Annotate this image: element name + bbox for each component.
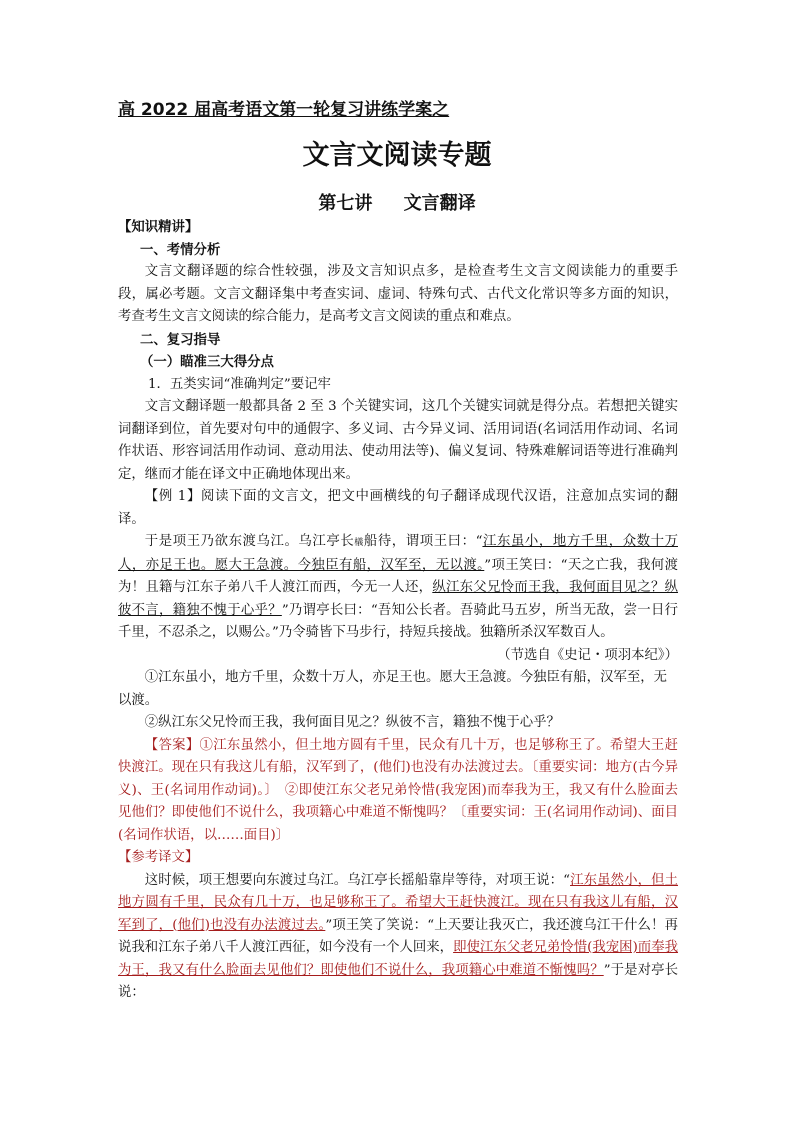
heading-exam-analysis: 一、考情分析	[140, 241, 221, 258]
series-header: 高 2022 届高考语文第一轮复习讲练学案之	[118, 100, 450, 120]
lecture-subtitle: 第七讲 文言翻译	[318, 193, 476, 214]
example-prompt: 【例 1】阅读下面的文言文，把文中画横线的句子翻译成现代汉语，注意加点实词的翻译。	[118, 489, 678, 527]
underlined-sentence-1: 江东虽小，地方千里，众数十万人，亦足王也。愿大王急渡。今独臣有船，汉军至，无以渡。	[118, 534, 678, 573]
underlined-sentence-2: 纵江东父兄怜而王我，我何面目见之？纵彼不言，籍独不愧于心乎？	[118, 580, 679, 618]
translation-underlined-2: 即使江东父老兄弟怜惜(我宠困)而奉我为王，我又有什么脸面去见他们？即使他们不说什么，我项籍心中难道不惭愧吗？	[118, 940, 679, 978]
translation-text: ”项王笑了笑说：“上天要让我灭亡，我还渡乌江干什么！再说我和江东子弟八千人渡江西征，如今没有一个人回来，	[118, 917, 678, 955]
translation-text: 这时候，项王想要向东渡过乌江。乌江亭长摇船靠岸等待，对项王说：“	[144, 872, 571, 888]
answer-block	[118, 735, 678, 848]
page-title: 文言文阅读专题	[302, 140, 492, 171]
passage-text: 于是项王乃欲东渡乌江。乌江亭长	[144, 534, 355, 549]
paragraph-exam-analysis: 文言文翻译题的综合性较强，涉及文言知识点多，是检查考生文言文阅读能力的重要手段，属必考题。文言文翻译集中考查实词、虚词、特殊句式、古代文化常识等多方面的知识，考查考生文言文阅读的综合能力，是高考文言文阅读的重点和难点。	[118, 264, 678, 324]
document-body	[118, 216, 678, 1005]
passage-text: 船待，谓项王曰：“	[363, 534, 483, 549]
passage-text: ”项王笑曰：“天之亡我，我何渡为！且籍与江东子弟八千人渡江而西，今无一人还，	[118, 557, 678, 595]
question-2: ②纵江东父兄怜而王我，我何面目见之？纵彼不言，籍独不愧于心乎？	[144, 715, 560, 730]
heading-review-guide: 二、复习指导	[140, 331, 221, 348]
passage-annotation-char: 檥	[354, 538, 364, 548]
heading-three-points: （一）瞄准三大得分点	[140, 354, 274, 370]
heading-five-word-types: 1．五类实词“准确判定”要记牢	[148, 376, 331, 392]
answer-label: 【答案】	[144, 737, 200, 753]
paragraph-guide: 文言文翻译题一般都具备 2 至 3 个关键实词，这几个关键实词就是得分点。若想把关键实词翻译到位，首先要对句中的通假字、多义词、古今异义词、活用词语(名词活用作动词、名词作状语、形容词活用作动词、意动用法、使动用法等)、偏义复词、特殊难解词语等进行准确判定，继而才能在译文中正确地体现出来。	[118, 399, 678, 482]
passage-text: ”乃谓亭长曰：“吾知公长者。吾骑此马五岁，所当无敌，尝一日行千里，不忍杀之，以赐公。”乃令骑皆下马步行，持短兵接战。独籍所杀汉军数百人。	[118, 602, 678, 640]
translation-text: ”于是对亭长说：	[118, 962, 678, 1000]
section-knowledge-heading: 【知识精讲】	[118, 219, 199, 235]
reference-translation	[118, 870, 678, 1005]
translation-underlined-1: 江东虽然小，但土地方圆有千里，民众有几十万，也足够称王了。希望大王赶快渡江。现在只有我这儿有船，汉军到了，(他们)也没有办法渡过去。	[118, 872, 679, 933]
passage-source: （节选自《史记・项羽本纪》）	[497, 647, 678, 663]
reference-translation-label: 【参考译文】	[118, 850, 199, 865]
question-1: ①江东虽小，地方千里，众数十万人，亦足王也。愿大王急渡。今独臣有船，汉军至，无以渡。	[118, 670, 668, 708]
classical-passage	[118, 531, 678, 645]
answer-text: ①江东虽然小，但土地方圆有千里，民众有几十万，也足够称王了。希望大王赶快渡江。现在只有我这儿有船，汉军到了，(他们)也没有办法渡过去。〔重要实词：地方(古今异义)、王(名词用作动词)。〕 ②即使江东父老兄弟怜惜(我宠困)而奉我为王，我又有什么脸面去见他们？即使他们不说什么，我项籍心中难道不惭愧吗？〔重要实词：王(名词用作动词)、面目(名词作状语，以……面目)〕	[118, 737, 678, 843]
